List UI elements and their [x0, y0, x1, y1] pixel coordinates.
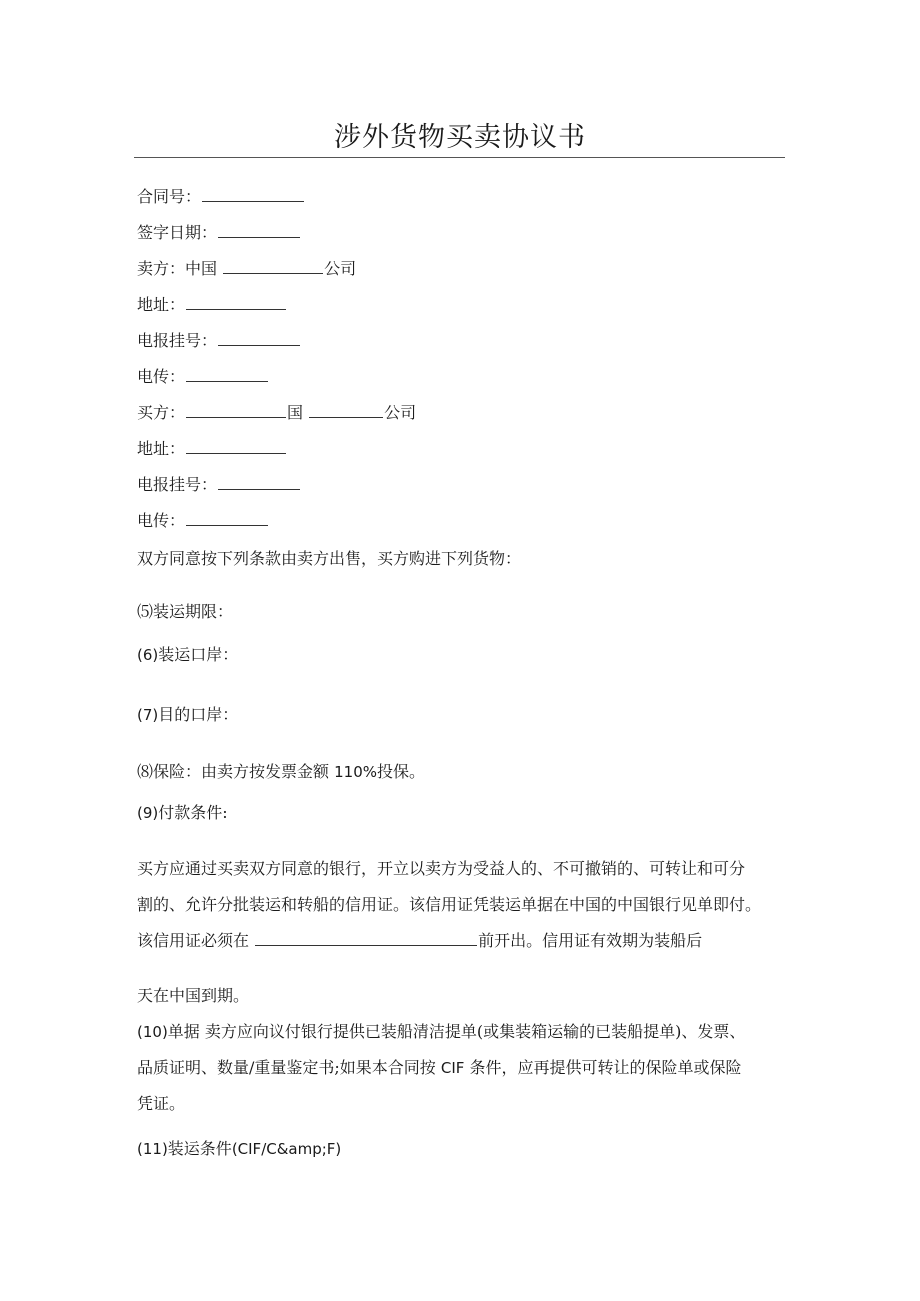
clause-11-terms: (CIF/C&amp;F) [231, 1140, 342, 1158]
seller-address-row [137, 294, 287, 316]
clause-11-text: 装运条件 [167, 1139, 232, 1158]
clause-10-line-1 [137, 1014, 793, 1050]
seller-address-blank[interactable] [186, 295, 286, 310]
payment-line-3 [137, 923, 793, 959]
seller-label: 卖方：中国 [137, 259, 218, 278]
buyer-row [137, 402, 416, 424]
buyer-label: 买方： [137, 403, 186, 422]
seller-suffix: 公司 [324, 259, 357, 278]
buyer-address-label: 地址： [137, 439, 186, 458]
payment-line-1: 买方应通过买卖双方同意的银行，开立以卖方为受益人的、不可撤销的、可转让和可分 [137, 859, 746, 878]
clause-6-number: (6) [137, 646, 159, 664]
contract-no-row [137, 186, 305, 208]
clause-10-line-2 [137, 1050, 793, 1086]
sign-date-row [137, 222, 301, 244]
clause-7 [137, 704, 238, 726]
clause-8-text: 保险：由卖方按发票金额 [153, 762, 330, 781]
clause-9-number: (9) [137, 804, 159, 822]
lc-open-date-blank[interactable] [255, 931, 477, 946]
clause-8-percent: 110% [334, 763, 378, 781]
clause-10-text-2b: 条件，应再提供可转让的保险单或保险 [469, 1058, 742, 1077]
clause-10-text-2a: 品质证明、数量/重量鉴定书;如果本合同按 [137, 1058, 436, 1077]
clause-7-number: (7) [137, 706, 159, 724]
contract-no-blank[interactable] [202, 187, 304, 202]
clause-8-number: ⑻ [137, 762, 154, 781]
clause-10-number: (10) [137, 1023, 168, 1041]
payment-line-3-start: 该信用证必须在 [137, 931, 250, 950]
buyer-fax-label: 电传： [137, 511, 186, 530]
seller-row [137, 258, 356, 280]
payment-line-2: 割的、允许分批装运和转船的信用证。该信用证凭装运单据在中国的中国银行见单即付。 [137, 895, 762, 914]
buyer-fax-blank[interactable] [186, 511, 268, 526]
clause-7-text: 目的口岸： [158, 705, 239, 724]
payment-line-3-end: 前开出。信用证有效期为装船后 [478, 931, 703, 950]
clause-10-cif: CIF [440, 1059, 465, 1077]
sign-date-blank[interactable] [218, 223, 300, 238]
clause-10-line-3: 凭证。 [137, 1094, 186, 1113]
buyer-country-blank[interactable] [186, 403, 286, 418]
buyer-cable-blank[interactable] [218, 475, 300, 490]
buyer-name-blank[interactable] [309, 403, 383, 418]
clause-8-tail: 投保。 [377, 762, 426, 781]
buyer-country-label: 国 [287, 403, 304, 422]
buyer-address-blank[interactable] [186, 439, 286, 454]
seller-cable-row [137, 330, 301, 352]
clause-5: ⑸装运期限： [137, 602, 234, 621]
clause-6 [137, 644, 238, 666]
buyer-fax-row [137, 510, 269, 532]
clause-9-text: 付款条件: [158, 803, 228, 822]
clause-10 [137, 1014, 793, 1122]
payment-terms-paragraph [137, 851, 793, 959]
seller-name-blank[interactable] [223, 259, 323, 274]
sign-date-label: 签字日期： [137, 223, 218, 242]
title-underline [134, 157, 785, 158]
seller-fax-row [137, 366, 269, 388]
seller-fax-label: 电传： [137, 367, 186, 386]
buyer-cable-row [137, 474, 301, 496]
contract-no-label: 合同号： [137, 187, 202, 206]
buyer-address-row [137, 438, 287, 460]
clause-8 [137, 761, 425, 783]
seller-cable-label: 电报挂号： [137, 331, 218, 350]
clause-9 [137, 802, 228, 824]
intro-text: 双方同意按下列条款由卖方出售，买方购进下列货物： [137, 549, 522, 568]
clause-11 [137, 1138, 341, 1160]
clause-11-number: (11) [137, 1140, 168, 1158]
clause-6-text: 装运口岸： [158, 645, 239, 664]
seller-fax-blank[interactable] [186, 367, 268, 382]
seller-address-label: 地址： [137, 295, 186, 314]
document-title: 涉外货物买卖协议书 [334, 122, 586, 153]
buyer-suffix: 公司 [384, 403, 417, 422]
payment-line-4: 天在中国到期。 [137, 986, 250, 1005]
seller-cable-blank[interactable] [218, 331, 300, 346]
buyer-cable-label: 电报挂号： [137, 475, 218, 494]
clause-10-text-1: 单据 卖方应向议付银行提供已装船清洁提单(或集装箱运输的已装船提单)、发票、 [167, 1022, 746, 1041]
